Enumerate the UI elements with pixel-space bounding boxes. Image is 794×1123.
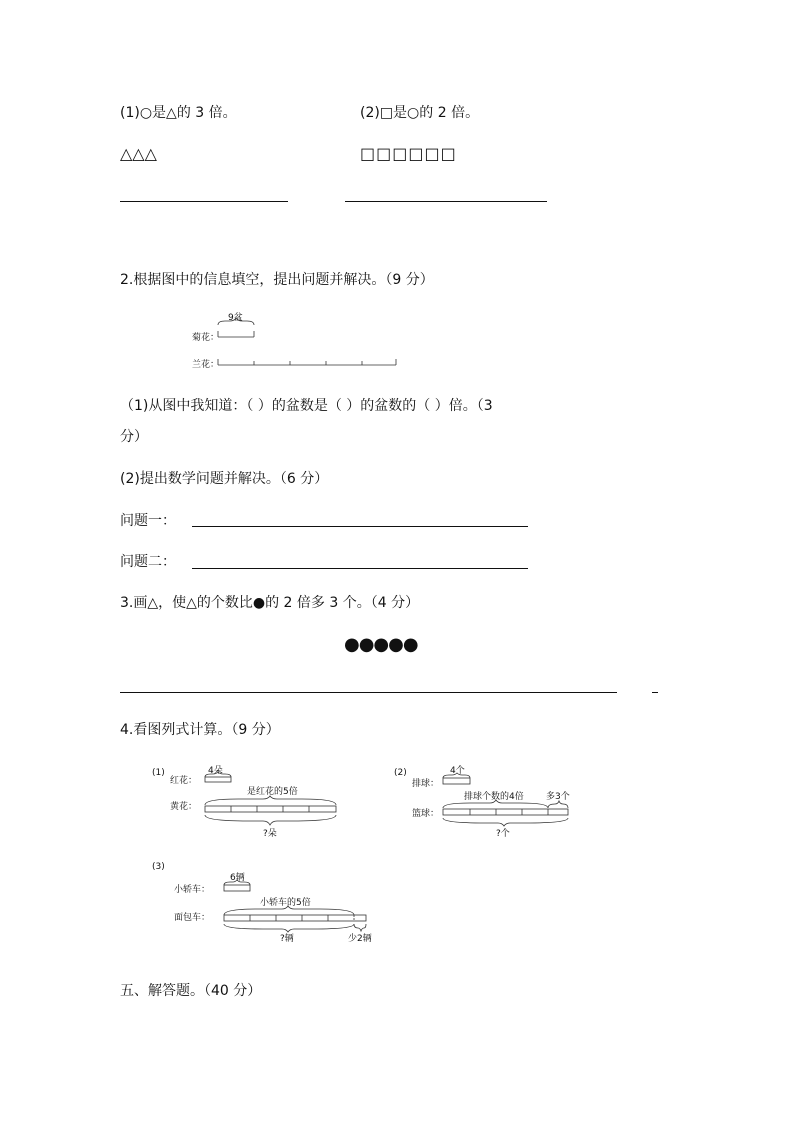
black-dots: ●●●●● bbox=[344, 634, 418, 655]
figure-3-bar-2 bbox=[224, 915, 366, 921]
figure-2-row-1-label: 排球： bbox=[412, 779, 440, 789]
problem-two-label: 问题二： bbox=[120, 554, 176, 570]
sub-question-2: (2)提出数学问题并解决。（6 分） bbox=[120, 471, 329, 487]
figure-2-brace-label: 排球个数的4倍 bbox=[464, 792, 524, 802]
question-2-text: (2)□是○的 2 倍。 bbox=[360, 105, 480, 121]
section-5-title: 五、解答题。（40 分） bbox=[120, 983, 262, 999]
diagram-row-1-label: 菊花： bbox=[192, 333, 220, 343]
figure-1-row-1-label: 红花： bbox=[170, 776, 198, 786]
figure-3-row-1-label: 小轿车： bbox=[174, 885, 211, 895]
figure-1-unit-label: 4朵 bbox=[208, 766, 223, 776]
figure-3-number: (3) bbox=[152, 862, 165, 872]
figure-2-unit-label: 4个 bbox=[450, 766, 465, 776]
figure-2-question: ?个 bbox=[496, 829, 510, 839]
flower-diagram bbox=[170, 305, 410, 375]
figure-2-bar-2 bbox=[443, 809, 568, 815]
sub-question-1-line-1: （1)从图中我知道：（ ）的盆数是（ ）的盆数的（ ）倍。（3 bbox=[120, 398, 493, 414]
section-4-title: 4.看图列式计算。（9 分） bbox=[120, 722, 280, 738]
figure-3-diagram bbox=[148, 857, 388, 947]
figure-1-question: ?朵 bbox=[263, 829, 277, 839]
figure-1-diagram bbox=[148, 763, 348, 843]
figure-3-unit-label: 6辆 bbox=[230, 873, 245, 883]
figure-3-less-label: 少2辆 bbox=[348, 934, 372, 944]
figure-2-row-2-label: 篮球： bbox=[412, 809, 440, 819]
figure-1-bar-2 bbox=[205, 806, 336, 812]
figure-2-extra-label: 多3个 bbox=[546, 792, 570, 802]
figure-2-diagram bbox=[390, 763, 590, 843]
problem-one-label: 问题一： bbox=[120, 513, 176, 529]
figure-2-bar-1 bbox=[443, 778, 470, 784]
answer-line-2[interactable] bbox=[345, 201, 547, 202]
figure-1-brace-label: 是红花的5倍 bbox=[247, 787, 298, 797]
figure-3-question: ?辆 bbox=[280, 934, 294, 944]
question-1-text: (1)○是△的 3 倍。 bbox=[120, 105, 237, 121]
figure-1-bar-1 bbox=[205, 777, 231, 782]
figure-2-number: (2) bbox=[394, 768, 407, 778]
problem-one-line[interactable] bbox=[192, 526, 528, 527]
line-mark bbox=[652, 692, 658, 693]
figure-3-bar-1 bbox=[224, 885, 250, 891]
drawing-line[interactable] bbox=[120, 692, 617, 693]
problem-two-line[interactable] bbox=[192, 568, 528, 569]
squares-row: □□□□□□ bbox=[360, 144, 457, 163]
answer-line-1[interactable] bbox=[120, 201, 288, 202]
sub-question-1-line-2: 分） bbox=[120, 429, 148, 445]
figure-1-row-2-label: 黄花： bbox=[170, 802, 198, 812]
triangles-row: △△△ bbox=[120, 144, 157, 163]
diagram-row-2-label: 兰花： bbox=[192, 360, 220, 370]
figure-3-brace-label: 小轿车的5倍 bbox=[260, 898, 311, 908]
section-3-title: 3.画△，使△的个数比●的 2 倍多 3 个。（4 分） bbox=[120, 595, 420, 611]
figure-3-row-2-label: 面包车： bbox=[174, 913, 211, 923]
figure-1-number: (1) bbox=[152, 768, 165, 778]
section-2-title: 2.根据图中的信息填空，提出问题并解决。（9 分） bbox=[120, 272, 434, 288]
diagram-top-label: 9盆 bbox=[228, 313, 243, 323]
